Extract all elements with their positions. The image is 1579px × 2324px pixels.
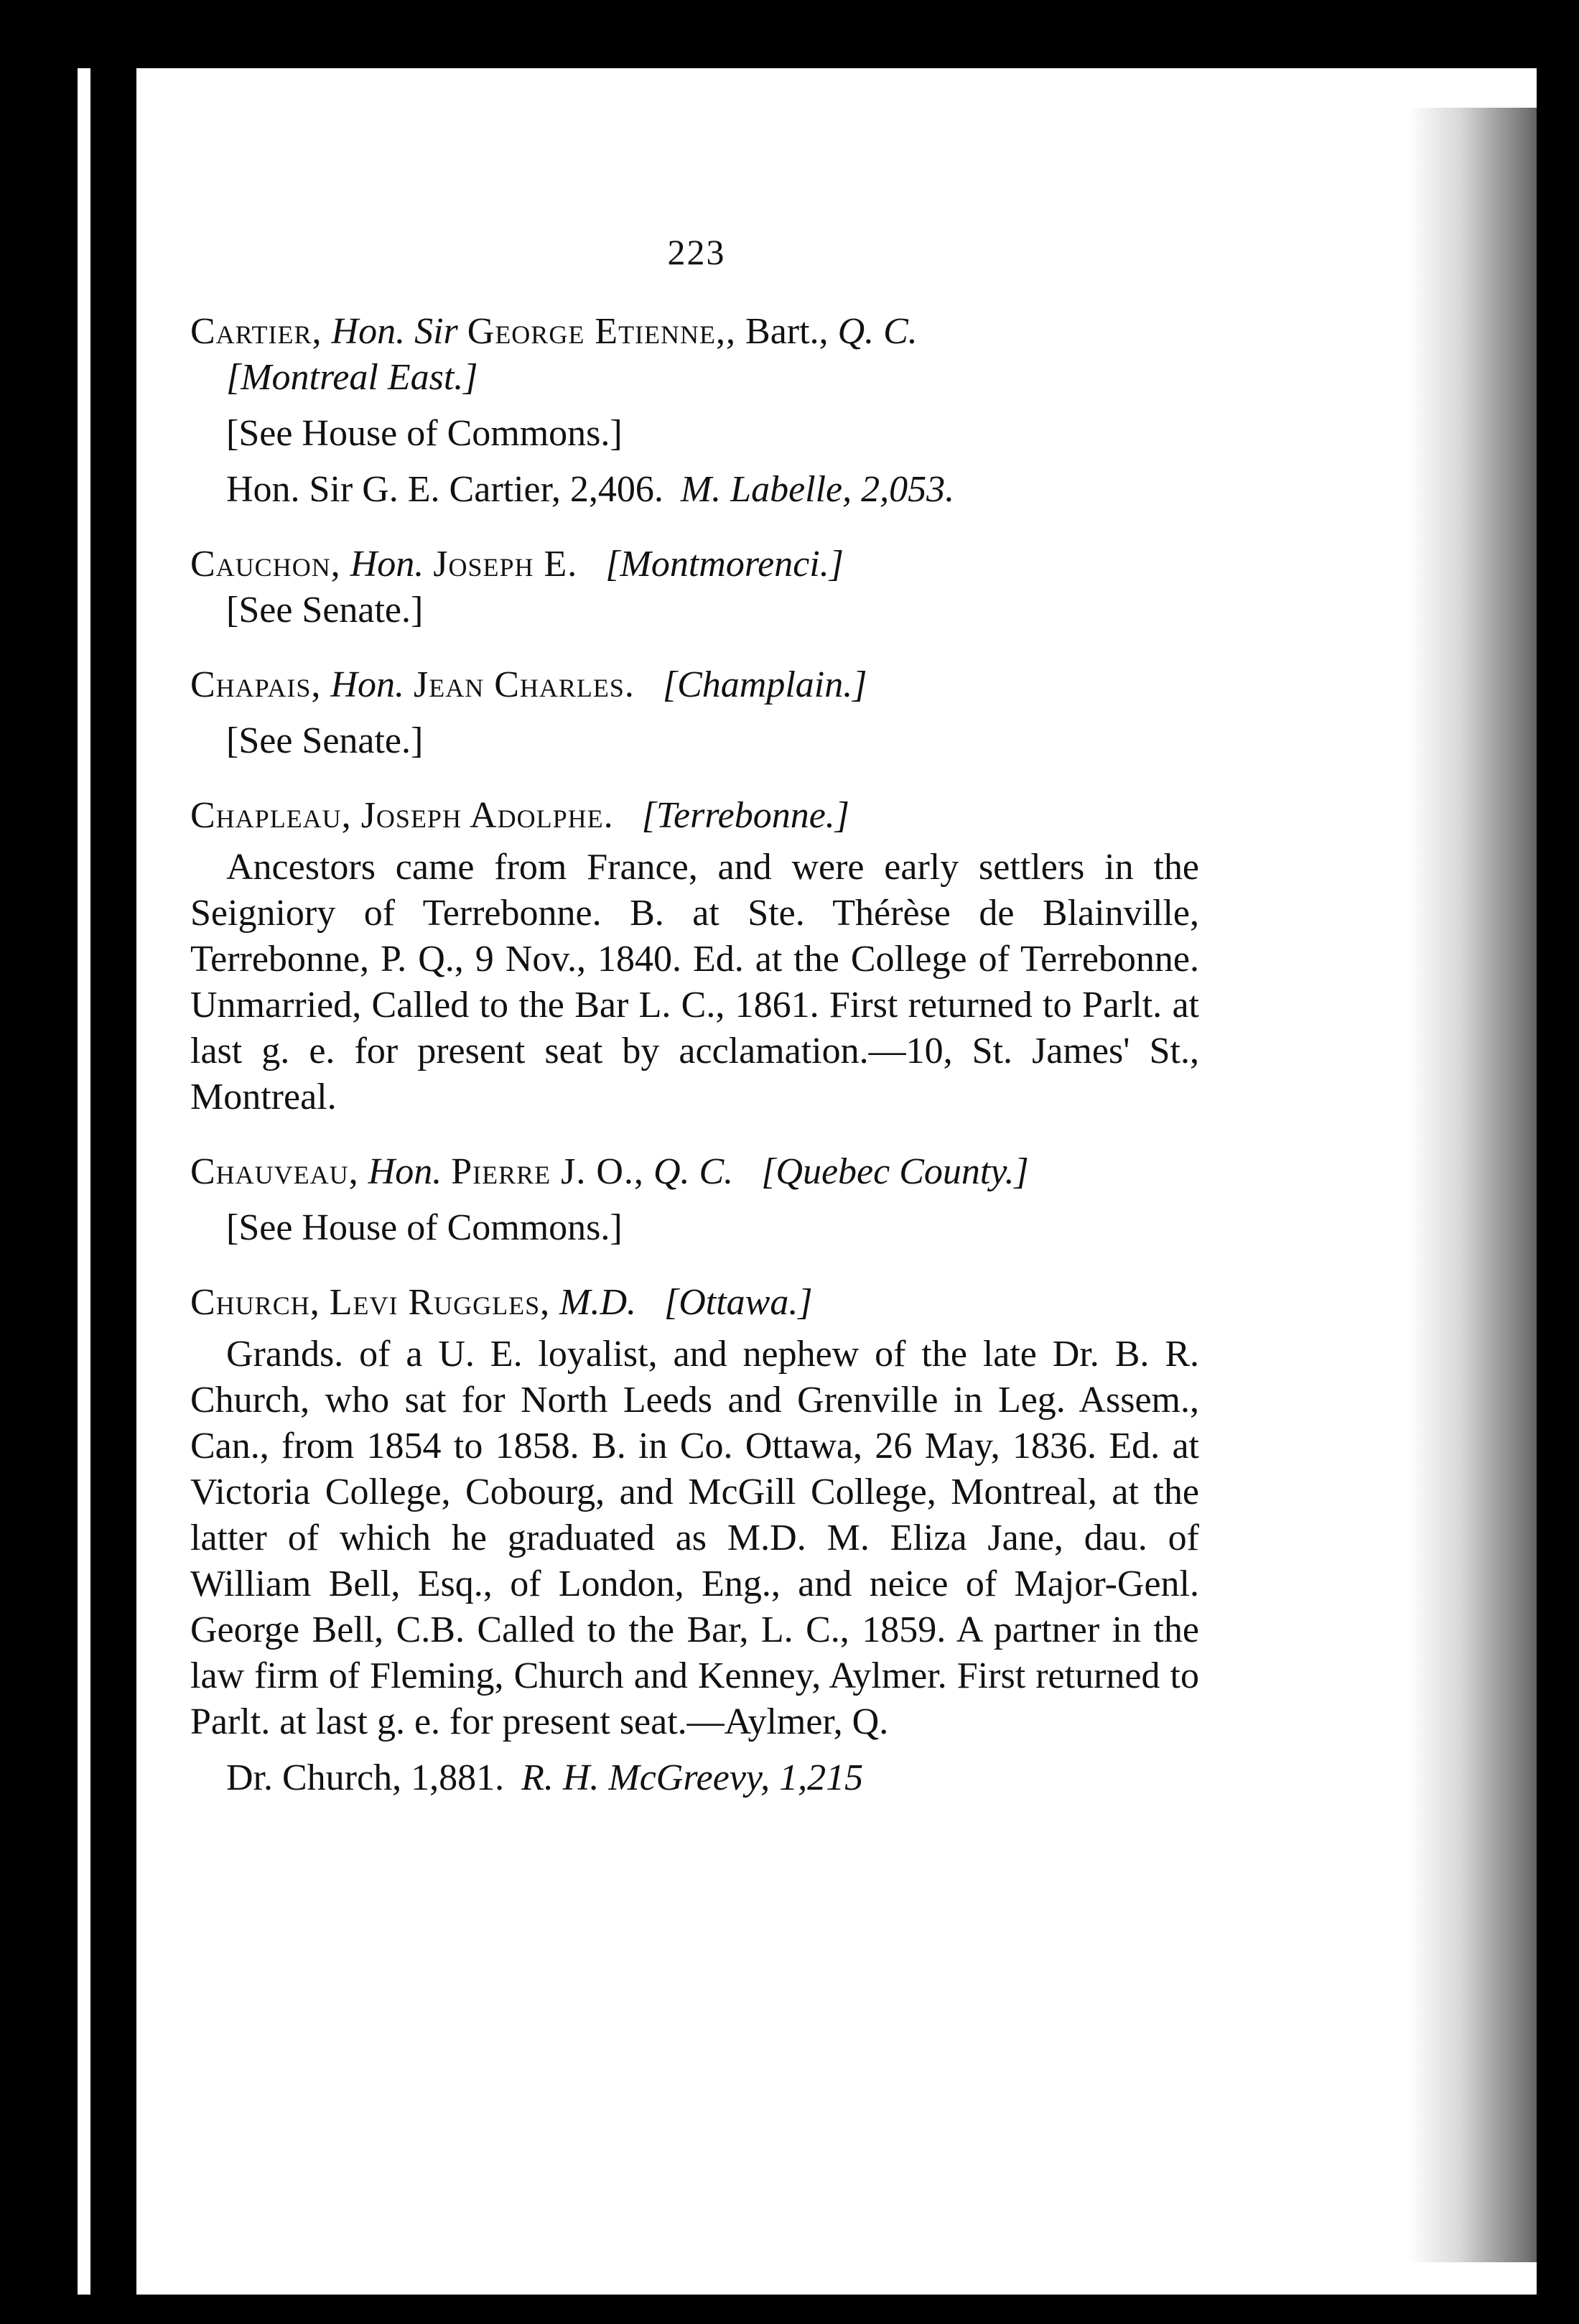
entry-title: Hon. — [331, 311, 406, 352]
entry-heading — [190, 1149, 1199, 1195]
entry-given-name: Joseph E. — [433, 544, 578, 585]
result-winner: Dr. Church, 1,881. — [226, 1757, 505, 1798]
entry-surname: Cauchon, — [190, 544, 341, 585]
entry-heading — [190, 309, 1199, 355]
entry-title: Hon. — [330, 664, 404, 705]
entry-church — [190, 1280, 1199, 1801]
entry-biography: Grands. of a U. E. loyalist, and nephew of the late Dr. B. R. Church, who sat for North Leeds and Grenville in Leg. Assem., Can., from 1854 to 1858. B. in Co. Ottawa, 26 May, 1836. Ed. at Victoria College, Cobourg, and McGill College, Montreal, at the latter of which he graduated as M.D. M. Eliza Jane, dau. of William Bell, Esq., of London, Eng., and neice of Major-Genl. George Bell, C.B. Called to the Bar, L. C., 1859. A partner in the law firm of Fleming, Church and Kenney, Aylmer. First returned to Parlt. at last g. e. for present seat.—Aylmer, Q. — [190, 1334, 1199, 1742]
entry-heading — [190, 793, 1199, 839]
text-block — [190, 309, 1199, 1801]
entry-riding: [Champlain.] — [662, 664, 867, 705]
entry-riding: [Terrebonne.] — [641, 795, 850, 836]
entry-see-reference: [See Senate.] — [226, 590, 424, 631]
page-right-shadow — [1407, 108, 1579, 2262]
page-number: 223 — [667, 232, 726, 272]
entry-title: Hon. — [350, 544, 424, 585]
result-other: R. H. McGreevy, 1,215 — [521, 1757, 864, 1798]
election-result — [190, 1755, 1199, 1801]
entry-riding: [Ottawa.] — [664, 1282, 813, 1323]
entry-biography: Ancestors came from France, and were early settlers in the Seigniory of Terrebonne. B. at Ste. Thérèse de Blainville, Terrebonne, P. Q., 9 Nov., 1840. Ed. at the College of Terrebonne. Unmarried, Called to the Bar L. C., 1861. First returned to Parlt. at last g. e. for present seat by acclamation.—10, St. James' St., Montreal. — [190, 847, 1199, 1117]
entry-cartier — [190, 309, 1199, 513]
entry-given-name: Levi Ruggles, — [329, 1282, 551, 1323]
entry-riding: [Montmorenci.] — [605, 544, 844, 585]
entry-given-name: Jean Charles. — [413, 664, 635, 705]
entry-degree: M.D. — [559, 1282, 636, 1323]
election-result — [190, 467, 1199, 513]
entry-surname: Chapais, — [190, 664, 322, 705]
entry-surname: Cartier, — [190, 311, 322, 352]
page-left-edge — [78, 68, 90, 2295]
entry-qc: Q. C. — [837, 311, 918, 352]
entry-riding: [Quebec County.] — [761, 1151, 1029, 1192]
entry-see-reference: [See House of Commons.] — [226, 413, 623, 454]
entry-heading — [190, 1280, 1199, 1326]
entry-surname: Chapleau, — [190, 795, 352, 836]
entry-chauveau — [190, 1149, 1199, 1251]
entry-surname: Church, — [190, 1282, 320, 1323]
entry-surname: Chauveau, — [190, 1151, 359, 1192]
result-winner: Hon. Sir G. E. Cartier, 2,406. — [226, 469, 663, 510]
entry-chapais — [190, 662, 1199, 764]
result-other: M. Labelle, 2,053. — [680, 469, 955, 510]
entry-suffix: Bart., — [745, 311, 829, 352]
entry-given-name: Joseph Adolphe. — [360, 795, 614, 836]
entry-given-name: George Etienne,, — [467, 311, 737, 352]
entry-see-reference: [See House of Commons.] — [226, 1207, 623, 1248]
entry-qc: Q. C. — [653, 1151, 734, 1192]
entry-cauchon — [190, 542, 1199, 633]
entry-title: Hon. — [368, 1151, 442, 1192]
entry-riding: [Montreal East.] — [226, 357, 478, 398]
entry-given-name: Pierre J. O., — [451, 1151, 644, 1192]
entry-see-reference: [See Senate.] — [226, 720, 424, 761]
entry-heading — [190, 542, 1199, 587]
entry-heading — [190, 662, 1199, 708]
entry-honorific: Sir — [414, 311, 458, 352]
entry-chapleau — [190, 793, 1199, 1120]
